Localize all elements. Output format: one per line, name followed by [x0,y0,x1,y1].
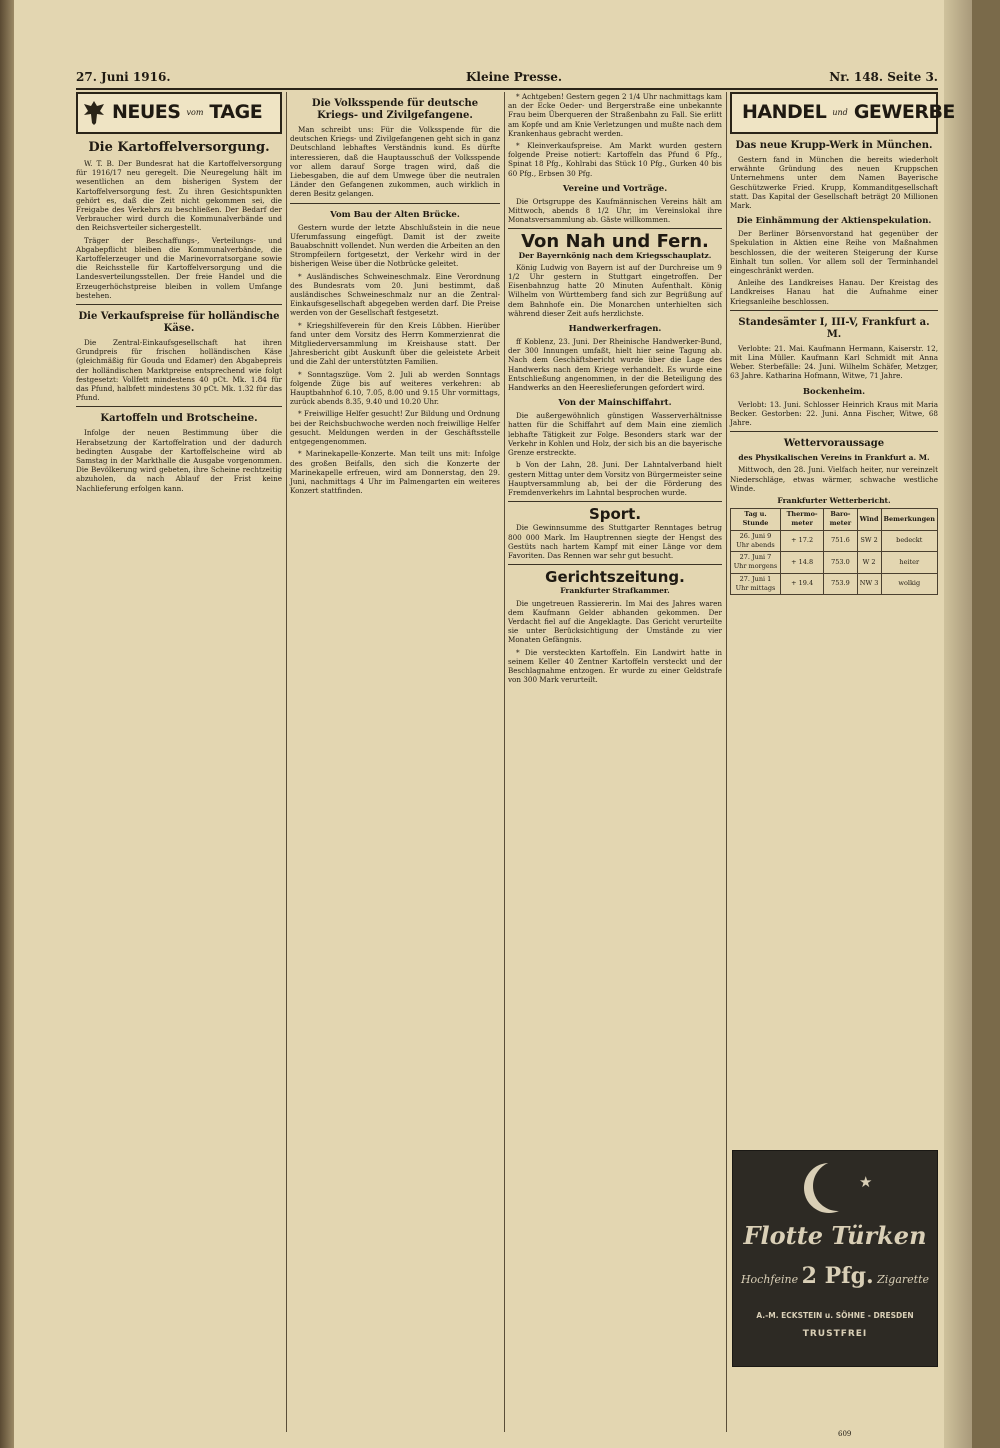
article-paragraph: * Achtgeben! Gestern gegen 2 1/4 Uhr nachmittags kam an der Ecke Oeder- und Bergerstraße eine unbekannte Frau beim Überqueren der Straßenbahn zu Fall. Sie erlitt am Kopfe und am Knie Verletzungen und mußte nach dem Krankenhaus gebracht werden. [508,92,722,138]
article-headline: Kartoffeln und Brotscheine. [100,413,258,425]
header-date: 27. Juni 1916. [76,70,171,84]
article-paragraph: Die Gewinnsumme des Stuttgarter Renntages betrug 800 000 Mark. Im Hauptrennen siegte der Hengst des Gestüts nach hartem Kampf mit einer Länge vor dem Favoriten. Das Rennen war sehr gut besucht. [508,523,722,560]
table-cell: 27. Juni 7 Uhr morgens [731,552,781,573]
divider [508,501,722,502]
table-cell: wolkig [881,573,937,594]
article-paragraph: Träger der Beschaffungs-, Verteilungs- und Abgabepflicht bleiben die Kommunalverbände, die Kartoffelerzeuger und die Marinevorratsorgane sowie die Reichsstelle für Kartoffelversorgung und die Landesverteilungsstellen. Der freie Handel und die Erzeugerhöchstpreise bleiben in vollem Umfange bestehen. [76,235,282,300]
article-paragraph: Die Zentral-Einkaufsgesellschaft hat ihren Grundpreis für frischen holländischen Käse (gleichmäßig für Gouda und Edamer) den Abgabepreis der holländischen Marktpreise entsprechend wie folgt festgesetzt: Vollfett mindestens 40 pCt. Mk. 1.84 für das Pfund, halbfett mindestens 30 pCt. Mk. 1.32 für das Pfund. [76,338,282,403]
article-paragraph: * Kleinverkaufspreise. Am Markt wurden gestern folgende Preise notiert: Kartoffeln das Pfund 6 Pfg., Spinat 18 Pfg., Kohlrabi das Stück 10 Pfg., Gurken 40 bis 60 Pfg., Erbsen 30 Pfg. [508,141,722,178]
column-2 [290,92,500,1432]
star-icon: ★ [859,1173,873,1191]
section-header-handel-und-gewerbe [730,92,955,134]
column-3 [508,92,722,1432]
table-cell: 753.0 [824,552,857,573]
article-headline: Vereine und Vorträge. [562,183,668,194]
article-paragraph: W. T. B. Der Bundesrat hat die Kartoffelversorgung für 1916/17 neu geregelt. Die Neuregelung hält im wesentlichen an dem bisherigen System der Kartoffelversorgung fest. Zu ihren Gesichtspunkten gehört es, daß die Zeit nicht gekommen sei, die Freigabe des Verkehrs zu beschließen. Der Bedarf der Verbraucher wird durch die Kommunalverbände und den Reichsverteiler sichergestellt. [76,159,282,233]
header-page-number: Nr. 148. Seite 3. [829,70,938,84]
article-headline: Von der Mainschiffahrt. [558,398,672,409]
section-title-sport: Sport. [588,505,642,524]
article-subheadline: Der Bayernkönig nach dem Kriegsschauplatz. [518,250,712,260]
weather-header-cell: Thermo-meter [780,509,823,530]
article-headline: Die Verkaufspreise für holländische Käse. [78,311,280,335]
article-paragraph: Man schreibt uns: Für die Volksspende für die deutschen Kriegs- und Zivilgefangenen geht sich in ganz Deutschland lebhaftes Verständnis kund. Es dürfte interessieren, daß die Hauptausschuß der Volksspende vor allem darauf Sorge tragen wird, daß die Liebesgaben, die auf dem Umwege über die neutralen Länder den Gefangenen zukommen, auch wirklich in deren Besitz gelangen. [290,125,500,199]
table-cell: heiter [881,552,937,573]
ad-brand-name: Flotte Türken [743,1221,927,1250]
section-word: NEUES [112,101,181,124]
folio-number: 609 [838,1430,852,1438]
weather-forecast: Mittwoch, den 28. Juni. Vielfach heiter, nur vereinzelt Niederschläge, etwas wärmer, schwache westliche Winde. [730,465,938,493]
weather-table-header [731,509,938,530]
ad-manufacturer: A.-M. ECKSTEIN u. SÖHNE - DRESDEN [756,1311,914,1320]
article-headline: Das neue Krupp-Werk in München. [735,140,933,151]
column-rule [504,92,505,1432]
article-paragraph: Gestern wurde der letzte Abschlußstein in die neue Uferumfassung eingefügt. Damit ist der zweite Bauabschnitt vollendet. Nun werden die Arbeiten an den Strompfeilern fortgesetzt, der Verkehr wird in der bisherigen Weise über die Notbrücke geleitet. [290,222,500,269]
ad-tag-prefix: Hochfeine [740,1273,799,1286]
section-small-word: und [832,108,848,118]
article-paragraph: * Ausländisches Schweineschmalz. Eine Verordnung des Bundesrats vom 20. Juni bestimmt, daß ausländisches Schweineschmalz nur an die Zentral-Einkaufsgesellschaft abgegeben werden darf. Die Preise werden von der Gesellschaft festgesetzt. [290,271,500,318]
article-paragraph: Die Ortsgruppe des Kaufmännischen Vereins hält am Mittwoch, abends 8 1/2 Uhr, im Vereinslokal ihre Monatsversammlung ab. Gäste willkommen. [508,196,722,225]
article-paragraph: Die ungetreuen Rassiererin. Im Mai des Jahres waren dem Kaufmann Gelder abhanden gekommen. Der Verdacht fiel auf die Angeklagte. Das Gericht verurteilte sie unter Berücksichtigung der Umstände zu vier Monaten Gefängnis. [508,598,722,645]
column-rule [726,92,727,1432]
article-paragraph: Infolge der neuen Bestimmung über die Herabsetzung der Kartoffelration und der dadurch bedingten Ausgabe der Kartoffelscheine wird ab Samstag in der Markthalle die Ausgabe vorgenommen. Die Bevölkerung wird gebeten, ihre Scheine rechtzeitig abzuholen, da nach Ablauf der Frist keine Nachlieferung erfolgen kann. [76,428,282,493]
article-headline: Standesämter I, III-V, Frankfurt a. M. [738,316,930,340]
article-paragraph: Verlobte: 21. Mai. Kaufmann Hermann, Kaiserstr. 12, mit Lina Müller. Kaufmann Karl Schmidt mit Anna Weber. Sterbefälle: 24. Juni. Wilhelm Schäfer, Metzger, 63 Jahre. Katharina Hofmann, Witwe, 71 Jahre. [730,343,938,381]
newspaper-page [14,0,972,1448]
ad-price: 2 Pfg. [801,1263,874,1289]
table-cell: 26. Juni 9 Uhr abends [731,530,781,551]
article-paragraph: Der Berliner Börsenvorstand hat gegenüber der Spekulation in Aktien eine Reihe von Maßnahmen beschlossen, die der weiteren Steigerung der Kurse Einhalt tun sollen. Vor allem soll der Terminhandel eingeschränkt werden. [730,229,938,276]
column-1 [76,92,282,1432]
section-word-2: GEWERBE [853,101,955,124]
table-row [731,552,938,573]
section-word-2: TAGE [209,101,263,124]
header-paper-title: Kleine Presse. [466,70,563,84]
table-cell: + 14.8 [780,552,823,573]
section-word: HANDEL [742,101,827,124]
table-cell: NW 3 [857,573,881,594]
divider [76,304,282,305]
table-row [731,573,938,594]
weather-header-cell: Tag u. Stunde [731,509,781,530]
table-cell: 751.6 [824,530,857,551]
eagle-icon [82,99,106,127]
table-row [731,530,938,551]
section-small-word: vom [186,108,204,118]
weather-subheadline: des Physikalischen Vereins in Frankfurt a. M. [738,453,930,463]
article-paragraph: * Freiwillige Helfer gesucht! Zur Bildung und Ordnung bei der Reichsbuchwoche werden noch freiwillige Helfer gesucht. Meldungen werden in der Geschäftsstelle entgegengenommen. [290,409,500,447]
divider [730,310,938,311]
article-paragraph: Anleihe des Landkreises Hanau. Der Kreistag des Landkreises Hanau hat die Aufnahme einer Kriegsanleihe beschlossen. [730,278,938,306]
ad-tag-suffix: Zigarette [877,1273,930,1286]
article-paragraph: * Sonntagszüge. Vom 2. Juli ab werden Sonntags folgende Züge bis auf weiteres verkehren: ab Hauptbahnhof 6.10, 7.05, 8.00 und 9.15 Uhr vormittags, zurück abends 8.35, 9.40 und 10.20 Uhr. [290,369,500,407]
divider [76,406,282,407]
section-title-nah-und-fern: Von Nah und Fern. [521,231,709,253]
weather-table [730,508,938,595]
table-cell: 27. Juni 1 Uhr mittags [731,573,781,594]
weather-headline: Wettervoraussage [783,438,885,450]
article-headline: Die Volksspende für deutsche Kriegs- und Zivilgefangene. [311,98,479,121]
article-paragraph: Verlobt: 13. Juni. Schlosser Heinrich Kraus mit Maria Becker. Gestorben: 22. Juni. Anna Fischer, Witwe, 68 Jahre. [730,399,938,428]
article-headline: Die Kartoffelversorgung. [88,140,270,155]
page-header [76,66,938,90]
weather-header-cell: Bemerkungen [881,509,937,530]
article-paragraph: Die außergewöhnlich günstigen Wasserverhältnisse hatten für die Schiffahrt auf dem Main eine ziemlich lebhafte Tätigkeit zur Folge. Besonders stark war der Verkehr in Kohlen und Holz, der sich bis an die bayerische Grenze erstreckte. [508,411,722,458]
divider [730,431,938,432]
article-subheadline: Frankfurter Strafkammer. [560,586,670,596]
article-paragraph: Gestern fand in München die bereits wiederholt erwähnte Gründung des neuen Kruppschen Unternehmens unter dem Namen Bayerische Geschützwerke Fried. Krupp, Kommanditgesellschaft statt. Das Kapital der Gesellschaft beträgt 20 Millionen Mark. [730,155,938,211]
column-rule [286,92,287,1432]
article-paragraph: König Ludwig von Bayern ist auf der Durchreise um 9 1/2 Uhr gestern in Stuttgart eingetroffen. Der Eisenbahnzug hatte 20 Minuten Aufenthalt. König Wilhelm von Württemberg fand sich zur Begrüßung auf dem Bahnhofe ein. Die Monarchen unterhielten sich während dieser Zeit aufs herzlichste. [508,262,722,318]
article-headline: Handwerkerfragen. [568,324,662,335]
table-cell: + 19.4 [780,573,823,594]
table-cell: W 2 [857,552,881,573]
weather-report-title: Frankfurter Wetterbericht. [777,496,891,506]
article-paragraph: * Die versteckten Kartoffeln. Ein Landwirt hatte in seinem Keller 40 Zentner Kartoffeln versteckt und der Beschlagnahme entzogen. Er wurde zu einer Geldstrafe von 300 Mark verurteilt. [508,647,722,685]
article-headline: Vom Bau der Alten Brücke. [330,209,460,220]
table-cell: bedeckt [881,530,937,551]
article-headline: Die Einhämmung der Aktienspekulation. [736,216,932,227]
section-title-gerichtszeitung: Gerichtszeitung. [545,568,685,587]
table-cell: 753.9 [824,573,857,594]
table-cell: + 17.2 [780,530,823,551]
weather-header-cell: Wind [857,509,881,530]
divider [508,564,722,565]
section-header-neues-vom-tage [76,92,282,134]
article-paragraph: b Von der Lahn, 28. Juni. Der Lahntalverband hielt gestern Mittag unter dem Vorsitz von Bürgermeister seine Hauptversammlung ab, bei der die Förderung des Fremdenverkehrs im Lahntal besprochen wurde. [508,460,722,497]
divider [508,228,722,229]
crescent-moon-icon [813,1161,863,1211]
table-cell: SW 2 [857,530,881,551]
ad-trustfrei: TRUSTFREI [802,1329,868,1339]
weather-header-cell: Baro-meter [824,509,857,530]
cigarette-advertisement [732,1150,938,1367]
page-binding [0,0,14,1448]
divider [290,203,500,204]
article-paragraph: ff Koblenz, 23. Juni. Der Rheinische Handwerker-Bund, der 300 Innungen umfaßt, hielt hier seine Tagung ab. Nach dem Geschäftsbericht wurde über die Lage des Handwerks nach dem Kriege verhandelt. Es wurde eine Entschließung angenommen, in der die Beteiligung des Handwerks an den Heereslieferungen gefordert wird. [508,337,722,393]
page-edge [944,0,972,1448]
article-paragraph: * Kriegshilfeverein für den Kreis Lübben. Hierüber fand unter dem Vorsitz des Herrn Kommerzienrat die Mitgliederversammlung im Kreishause statt. Der Jahresbericht gibt Auskunft über die geleistete Arbeit und die Zahl der unterstützten Familien. [290,320,500,367]
article-paragraph: * Marinekapelle-Konzerte. Man teilt uns mit: Infolge des großen Beifalls, den sich die Konzerte der Marinekapelle erfreuen, wird am Donnerstag, den 29. Juni, nachmittags 4 Uhr im Palmengarten ein weiteres Konzert stattfinden. [290,449,500,496]
article-headline: Bockenheim. [802,386,866,397]
ad-tagline [733,1263,937,1289]
